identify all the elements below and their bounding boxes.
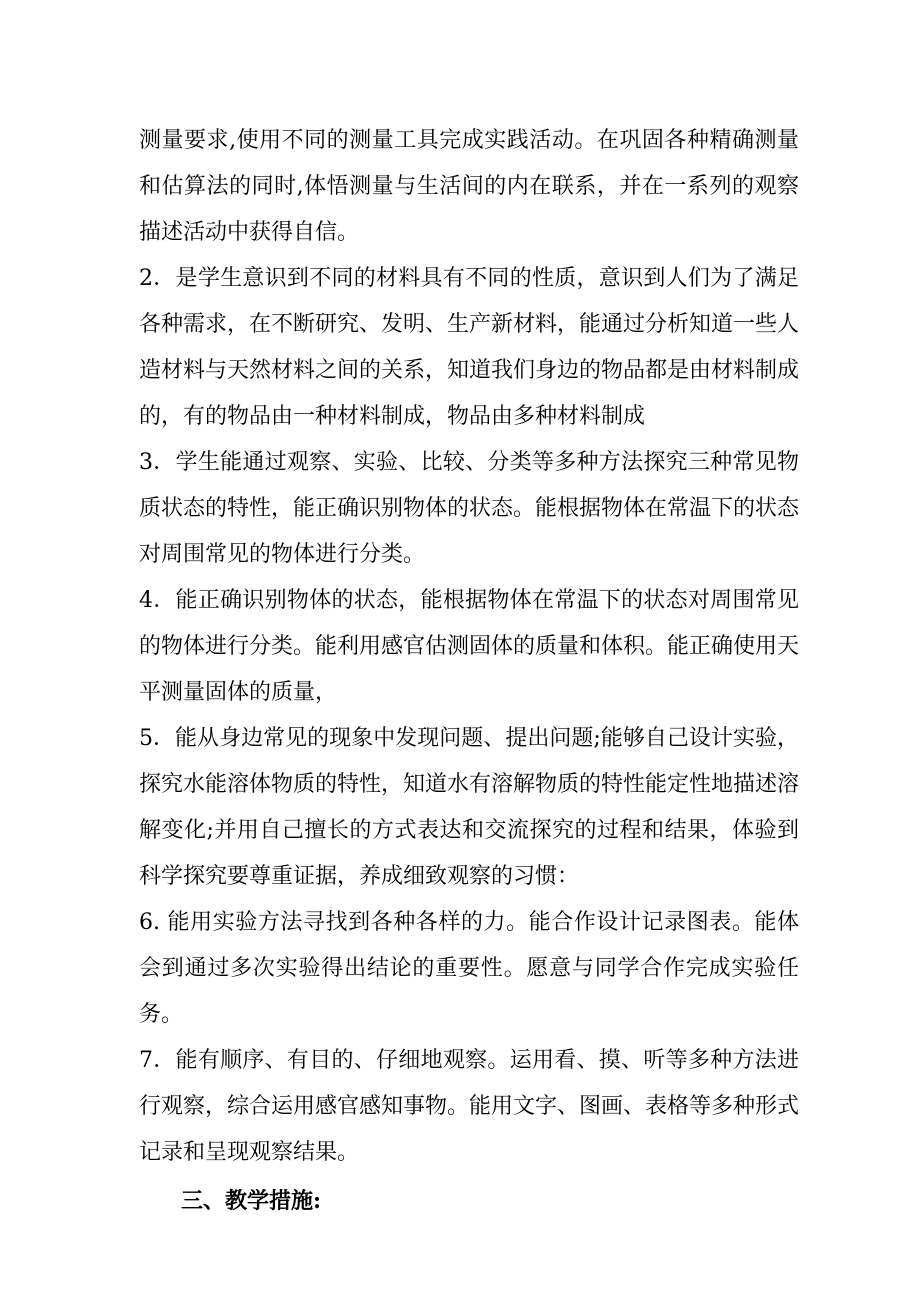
paragraph-item-2-materials: 2．是学生意识到不同的材料具有不同的性质，意识到人们为了满足各种需求，在不断研究、发明、生产新材料，能通过分析知道一些人造材料与天然材料之间的关系，知道我们身边的物品都是由材料制成的，有的物品由一种材料制成，物品由多种材料制成	[139, 266, 800, 429]
paragraph-item-6-forces: 6. 能用实验方法寻找到各种各样的力。能合作设计记录图表。能体会到通过多次实验得出结论的重要性。愿意与同学合作完成实验任务。	[139, 910, 799, 1027]
paragraph-item-4-mass-volume: 4．能正确识别物体的状态，能根据物体在常温下的状态对周围常见的物体进行分类。能利用感官估测固体的质量和体积。能正确使用天平测量固体的质量，	[139, 588, 800, 705]
paragraph-measurement-continuation: 测量要求,使用不同的测量工具完成实践活动。在巩固各种精确测量和估算法的同时,体悟测量与生活间的内在联系，并在一系列的观察描述活动中获得自信。	[139, 128, 799, 245]
paragraph-item-3-states-of-matter: 3．学生能通过观察、实验、比较、分类等多种方法探究三种常见物质状态的特性，能正确识别物体的状态。能根据物体在常温下的状态对周围常见的物体进行分类。	[139, 450, 800, 567]
section-heading-teaching-measures: 三、教学措施:	[181, 1188, 322, 1214]
paragraph-item-7-observation: 7．能有顺序、有目的、仔细地观察。运用看、摸、听等多种方法进行观察，综合运用感官感知事物。能用文字、图画、表格等多种形式记录和呈现观察结果。	[139, 1048, 800, 1165]
paragraph-item-5-dissolving: 5．能从身边常见的现象中发现问题、提出问题;能够自己设计实验，探究水能溶体物质的特性，知道水有溶解物质的特性能定性地描述溶解变化;并用自己擅长的方式表达和交流探究的过程和结果，体验到科学探究要尊重证据，养成细致观察的习惯：	[139, 726, 800, 889]
document-body	[139, 118, 799, 1224]
